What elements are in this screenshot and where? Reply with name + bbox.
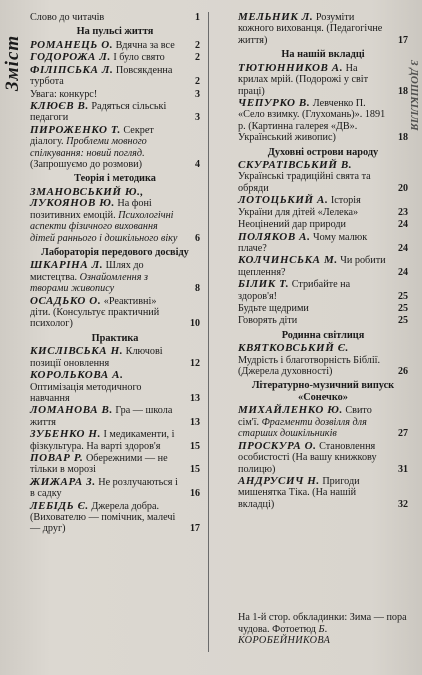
entry-author: ЗМАНОВСЬКИЙ Ю., ЛУКОЯНОВ Ю. [30, 185, 144, 210]
entry-author: ПОВАР Р. [30, 452, 84, 464]
contents-title: Зміст [2, 34, 23, 92]
entry-title: Свито сім'ї. [238, 405, 372, 428]
entry-title: Шлях до мистецтва. [30, 260, 144, 283]
entry-page-number: 23 [398, 206, 408, 218]
entry-page-number: 2 [195, 52, 200, 64]
entry-title: Ключові позиції оновлення [30, 346, 163, 369]
entry-subtitle: Фрагменти дозвілля для старших дошкільників [238, 416, 367, 440]
entry-title: Повсякденна турбота [30, 64, 173, 88]
contents-entry [238, 63, 408, 97]
entry-page-number: 18 [398, 85, 408, 97]
entry-title: «Реактивні» діти. (Консультує практичний психолог) [30, 295, 160, 330]
entry-author: СКУРАТІВСЬКИЙ В. [238, 159, 353, 172]
entry-page-number: 1 [195, 12, 200, 23]
entry-subtitle: Психологічні аспекти фізичного виховання дітей раннього і дошкільного віку [30, 209, 178, 244]
entry-page-number: 24 [398, 266, 408, 278]
edge-text: З ДОШКІЛЛЯ [408, 60, 420, 131]
section-heading: Практика [91, 332, 139, 344]
entry-page-number: 24 [398, 219, 408, 231]
entry-author: МИХАЙЛЕНКО Ю. [238, 404, 343, 417]
entry-title: Розуміти кожного вихованця. (Педагогічне життя) [238, 12, 383, 46]
contents-entry [238, 195, 408, 218]
contents-entry [238, 160, 408, 194]
contents-entry [30, 453, 200, 476]
entry-page-number: 10 [190, 318, 200, 330]
entry-page-number: 20 [398, 182, 408, 194]
entry-page-number: 25 [398, 302, 408, 314]
entry-title: Обережними — не тільки в морозі [30, 453, 168, 476]
entry-page-number: 17 [398, 34, 408, 46]
entry-subtitle: Ознайомлення з творами живопису [30, 271, 148, 295]
entry-title: Українські традиційні свята та обряди [238, 171, 371, 194]
contents-entry [238, 279, 408, 302]
entry-title: Оптимізація методичного навчання [30, 381, 142, 404]
entry-title: Не розлучаються і в садку [30, 476, 178, 500]
entry-title: І було свято [110, 52, 165, 64]
entry-author: ТЮТЮННИКОВ А. [238, 61, 344, 74]
contents-entry [30, 370, 200, 404]
contents-entry [30, 52, 200, 63]
contents-entry [30, 477, 200, 500]
entry-author: ШКАРІНА Л. [30, 259, 104, 272]
entry-title: Чи робити щеплення? [238, 255, 386, 278]
entry-page-number: 24 [398, 242, 408, 254]
section-heading: Духовні острови народу [267, 146, 379, 158]
entry-title: Пригоди мишенятка Тіка. (На нашій вкладці) [238, 475, 360, 510]
entry-page-number: 32 [398, 498, 408, 510]
cover-caption-text: На 1-й стор. обкладинки: Зима — пора чудова. Фотоетюд [238, 612, 407, 635]
contents-entry [30, 405, 200, 428]
cover-caption-author: Б. КОРОБЕЙНИКОВА [238, 623, 331, 647]
entry-author: ЧЕПУРКО В. [238, 96, 311, 109]
entry-title: На крилах мрій. (Подорожі у світ праці) [238, 62, 369, 97]
entry-subtitle: Проблеми мовного спілкування: новий погляд. [30, 136, 147, 159]
entry-page-number: 13 [190, 416, 200, 428]
entry-author: ЖИЖАРА З. [30, 475, 96, 488]
contents-entry [30, 346, 200, 369]
entry-page-number: 8 [195, 283, 200, 295]
entry-title: Говорять діти [238, 315, 298, 327]
entry-title: Будьте щедрими [238, 302, 309, 314]
contents-entry [238, 441, 408, 475]
entry-title: Чому малюк плаче? [238, 231, 368, 254]
entry-author: АНДРУСИЧ Н. [238, 474, 320, 487]
entry-author: КИСЛІВСЬКА Н. [30, 345, 124, 358]
contents-entry [238, 303, 408, 314]
contents-entry [30, 296, 200, 330]
section-heading: Родинна світлиця [281, 329, 365, 341]
entry-author: МЕЛЬНИК Л. [238, 11, 314, 23]
entry-page-number: 17 [190, 523, 200, 535]
entry-author: ФІЛІПСЬКА Л. [30, 63, 114, 76]
contents-entry [238, 315, 408, 326]
entry-page-number: 26 [398, 366, 408, 378]
contents-entry [30, 65, 200, 88]
entry-author: КОРОЛЬКОВА А. [30, 369, 124, 382]
entry-title: (Запрошуємо до розмови) [30, 158, 143, 170]
entry-author: БІЛИК Т. [238, 278, 290, 291]
contents-entry [30, 187, 200, 244]
entry-page-number: 3 [195, 112, 200, 124]
contents-entry [238, 405, 408, 439]
entry-page-number: 4 [195, 158, 200, 170]
entry-title: Секрет діалогу. [30, 124, 154, 148]
entry-page-number: 25 [398, 290, 408, 302]
entry-author: ОСАДЬКО О. [30, 294, 102, 307]
contents-entry [30, 501, 200, 535]
entry-title: Левченко П. «Село взимку. (Глухомань)». 1891 р. (Картинна галерея «ДВ». Український живопис) [238, 97, 386, 144]
entry-title: Гра — школа життя [30, 405, 173, 428]
column-divider [208, 12, 209, 652]
section-heading: Лабораторія передового досвіду [41, 246, 189, 258]
entry-title: Становлення особистості (На вашу книжкову полицю) [238, 440, 377, 475]
contents-entry [30, 12, 200, 23]
entry-author: ЗУБЕНКО Н. [30, 428, 101, 441]
contents-entry [30, 101, 200, 124]
contents-entry [30, 260, 200, 294]
contents-entry [238, 232, 408, 255]
entry-title: На фоні позитивних емоцій. [30, 198, 152, 221]
section-heading: Теорія і методика [74, 173, 156, 185]
entry-title: І медикаменти, і фізкультура. На варті здоров'я [30, 429, 175, 452]
entry-page-number: 25 [398, 315, 408, 327]
contents-entry [238, 98, 408, 144]
entry-page-number: 2 [195, 39, 200, 51]
contents-entry [238, 476, 408, 510]
section-heading: На нашій вкладці [281, 49, 365, 61]
entry-title: Радяться сільські педагоги [30, 100, 167, 124]
entry-author: КЛЮЄВ В. [30, 99, 89, 112]
entry-author: КОЛЧИНСЬКА М. [238, 254, 338, 267]
entry-title: Вдячна за все [113, 39, 175, 51]
contents-left-column [30, 12, 200, 536]
entry-author: ПОЛЯКОВ А. [238, 230, 311, 243]
section-heading: Літературно-музичний випуск «Сонечко» [251, 380, 395, 403]
entry-author: ЛОМАНОВА В. [30, 404, 113, 417]
cover-caption [238, 612, 414, 647]
contents-entry [238, 12, 408, 46]
contents-right-column [238, 12, 408, 511]
contents-entry [30, 125, 200, 171]
entry-author: ГОДОРОЖА Л. [30, 51, 111, 64]
entry-author: РОМАНЕЦЬ О. [30, 38, 114, 51]
entry-title: Увага: конкурс! [30, 88, 98, 100]
entry-page-number: 6 [195, 232, 200, 244]
entry-page-number: 16 [190, 488, 200, 500]
entry-title: Стрибайте на здоров'я! [238, 279, 351, 302]
entry-author: ЛОТОЦЬКИЙ А. [238, 194, 329, 207]
entry-page-number: 18 [398, 132, 408, 144]
entry-title: Історія України для дітей «Лелека» [238, 195, 361, 218]
entry-page-number: 12 [190, 357, 200, 369]
entry-author: КВЯТКОВСЬКИЙ Є. [238, 342, 349, 355]
entry-page-number: 31 [398, 463, 408, 475]
entry-author: ЛЕБІДЬ Є. [30, 499, 89, 512]
entry-page-number: 13 [190, 392, 200, 404]
entry-page-number: 15 [190, 440, 200, 452]
entry-author: ПРОСКУРА О. [238, 439, 317, 452]
contents-entry [30, 89, 200, 100]
entry-author: ПИРОЖЕНКО Т. [30, 123, 121, 136]
contents-entry [30, 429, 200, 452]
entry-page-number: 2 [195, 76, 200, 88]
entry-title: Мудрість і благотворність Біблії. (Джерела духовності) [238, 354, 381, 378]
entry-page-number: 3 [195, 88, 200, 100]
contents-entry [238, 255, 408, 278]
entry-page-number: 15 [190, 464, 200, 476]
entry-title: Слово до читачів [30, 12, 105, 23]
contents-entry [238, 219, 408, 230]
contents-entry [238, 343, 408, 377]
entry-page-number: 27 [398, 428, 408, 440]
entry-title: Джерела добра. (Вихователю — помічник, малечі — друг) [30, 500, 176, 535]
entry-title: Неоцінений дар природи [238, 219, 347, 231]
section-heading: На пульсі життя [76, 26, 154, 38]
contents-entry [30, 40, 200, 51]
